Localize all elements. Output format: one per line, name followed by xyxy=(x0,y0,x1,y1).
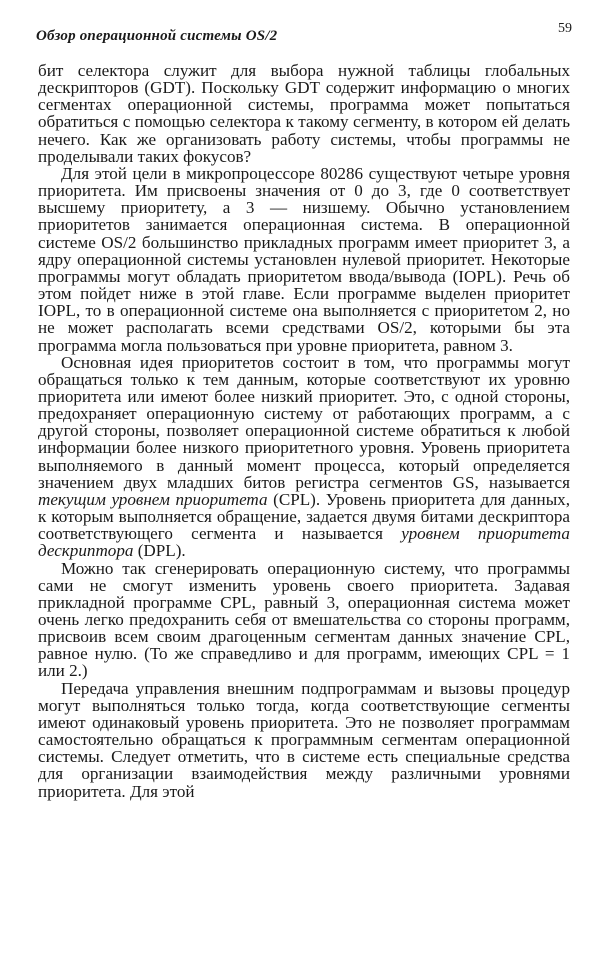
paragraph: Для этой цели в микропроцессоре 80286 существуют четыре уровня приоритета. Им присвоены значения от 0 до 3, где 0 соответствует высшему приоритету, а 3 — низшему. Обычно установлением приоритетов занимается операционная система. В операционной системе OS/2 большинство прикладных программ имеет приоритет 3, а ядру операционной системы установлен нулевой приоритет. Некоторые программы могут обладать приоритетом ввода/вывода (IOPL). Речь об этом пойдет ниже в этой главе. Если программе выделен приоритет IOPL, то в операционной системе она выполняется с приоритетом 2, но не может располагать всеми средствами OS/2, которыми бы эта программа могла пользоваться при уровне приоритета, равном 3. xyxy=(38,163,570,355)
page-number: 59 xyxy=(558,21,572,36)
paragraph: бит селектора служит для выбора нужной таблицы глобальных дескрипторов (GDT). Поскольку GDT содержит информацию о многих сегментах операционной системы, программа может попытаться обратиться с помощью селектора к такому сегменту, в котором ей делать нечего. Как же организовать работу системы, чтобы программы не проделывали таких фокусов? xyxy=(38,61,570,166)
term-current-privilege-level: текущим уровнем приоритета xyxy=(38,489,268,509)
paragraph: Передача управления внешним подпрограммам и вызовы процедур могут выполняться только тогда, когда соответствующие сегменты имеют одинаковый уровень приоритета. Это не позволяет программам самостоятельно обращаться к программным сегментам операционной системы. Следует отметить, что в системе есть специальные средства для организации взаимодействия между различными уровнями приоритета. Для этой xyxy=(38,678,570,801)
paragraph: Можно так сгенерировать операционную систему, что программы сами не смогут изменить уровень своего приоритета. Задавая прикладной программе CPL, равный 3, операционная система может очень легко предохранить себя от вмешательства со стороны программ, присвоив всем своим драгоценным сегментам данных значение CPL, равное нулю. (То же справедливо и для программ, имеющих CPL = 1 или 2.) xyxy=(38,558,570,681)
body-text xyxy=(38,62,570,800)
term-descriptor-privilege-level: уровнем приоритета дескриптора xyxy=(38,524,570,561)
running-title: Обзор операционной системы OS/2 xyxy=(36,28,278,44)
paragraph: Основная идея приоритетов состоит в том, что программы могут обращаться только к тем данным, которые соответствуют их уровню приоритета или имеют более низкий приоритет. Это, с одной стороны, предохраняет операционную систему от работающих программ, а с другой стороны, позволяет операционной системе обратиться к любой информации более низкого приоритетного уровня. Уровень приоритета выполняемого в данный момент процесса, который определяется значением двух младших битов регистра сегментов GS, называется текущим уровнем приоритета (CPL). Уровень приоритета для данных, к которым выполняется обращение, задается двумя битами дескриптора соответствующего сегмента и называется уровнем приоритета дескриптора (DPL). xyxy=(38,352,571,561)
